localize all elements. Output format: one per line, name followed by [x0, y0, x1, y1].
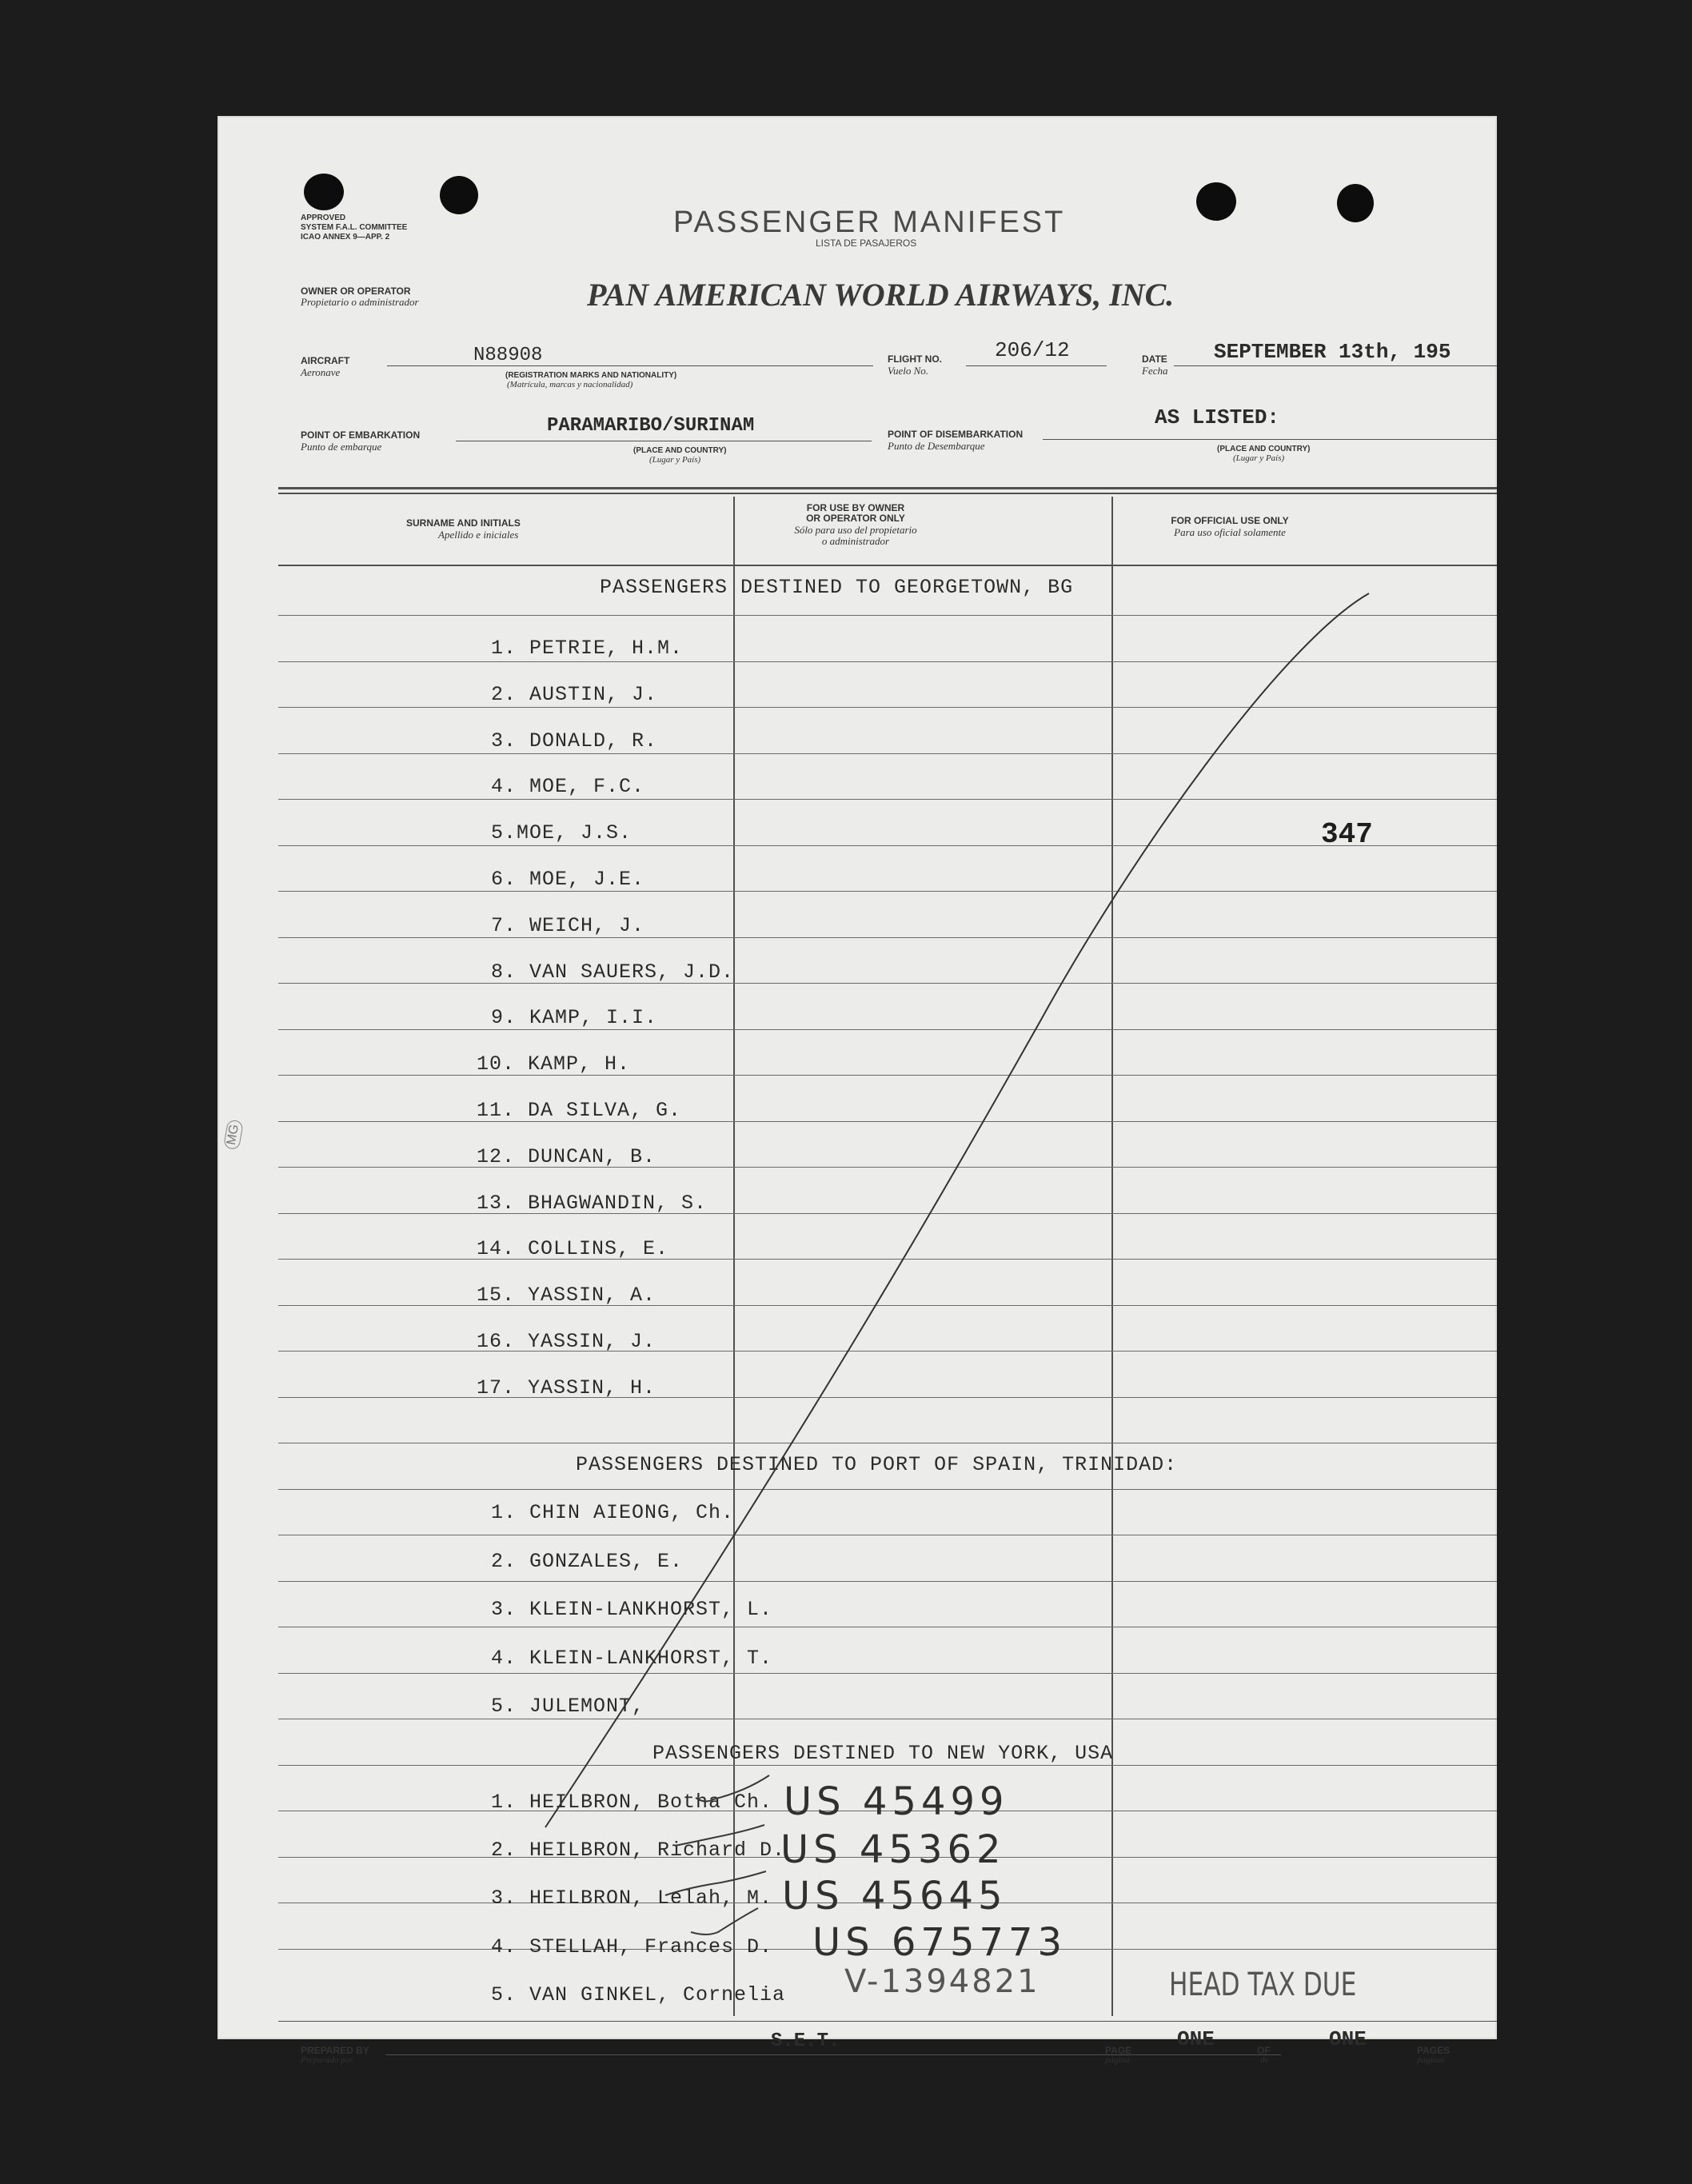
- check-mark: [691, 1908, 758, 1934]
- prepared-label: PREPARED BY: [301, 2045, 369, 2056]
- column-header-owner-es-line: Sólo para uso del propietario: [794, 524, 917, 536]
- prepared-label-es: Preparado por: [301, 2055, 353, 2065]
- registration-note: (REGISTRATION MARKS AND NATIONALITY): [505, 371, 677, 380]
- disembarkation-label: POINT OF DISEMBARKATION: [888, 429, 1024, 440]
- handwritten-note: US 675773: [812, 1920, 1067, 1965]
- passenger-row: 3. KLEIN-LANKHORST, L.: [491, 1598, 773, 1621]
- pages-label-es: páginas: [1417, 2055, 1445, 2065]
- passenger-row: 5. VAN GINKEL, Cornelia: [491, 1983, 786, 2006]
- aircraft-label: AIRCRAFT: [301, 355, 350, 366]
- page-label: PAGE: [1105, 2045, 1132, 2056]
- page-label-es: página: [1105, 2055, 1130, 2065]
- passenger-row: 11. DA SILVA, G.: [477, 1099, 682, 1122]
- section-heading-georgetown: PASSENGERS DESTINED TO GEORGETOWN, BG: [600, 576, 1074, 599]
- approval-line: APPROVED: [301, 214, 346, 222]
- pages-label: PAGES: [1417, 2045, 1451, 2056]
- page-title: PASSENGER MANIFEST: [673, 206, 1066, 239]
- page-value: ONE: [1177, 2027, 1215, 2051]
- head-tax-stamp: HEAD TAX DUE: [1169, 1966, 1357, 2003]
- column-header-name: SURNAME AND INITIALS: [406, 517, 521, 529]
- prepared-line: [385, 2054, 1281, 2055]
- handwritten-note: US 45362: [780, 1827, 1006, 1872]
- flight-value: 206/12: [995, 338, 1070, 362]
- passenger-row: 5.MOE, J.S.: [491, 821, 633, 844]
- check-mark: [696, 1775, 769, 1802]
- disembarkation-place-note: (PLACE AND COUNTRY): [1217, 445, 1311, 453]
- margin-mark: MG: [223, 1120, 244, 1151]
- owner-label: OWNER OR OPERATOR: [301, 285, 411, 297]
- check-mark: [665, 1871, 766, 1895]
- section-heading-new-york: PASSENGERS DESTINED TO NEW YORK, USA: [652, 1742, 1114, 1765]
- column-header-owner-line: OR OPERATOR ONLY: [806, 513, 905, 524]
- manifest-sheet: [217, 116, 1497, 2065]
- column-header-official-es: Para uso oficial solamente: [1174, 526, 1286, 538]
- disembarkation-label-es: Punto de Desembarque: [888, 440, 985, 452]
- flight-label-es: Vuelo No.: [888, 365, 929, 377]
- passenger-row: 2. GONZALES, E.: [491, 1550, 684, 1573]
- passenger-row: 8. VAN SAUERS, J.D.: [491, 960, 735, 984]
- passenger-row: 4. STELLAH, Frances D.: [491, 1935, 773, 1958]
- embarkation-label: POINT OF EMBARKATION: [301, 429, 421, 441]
- handwritten-note: US 45645: [782, 1874, 1008, 1918]
- passenger-row: 15. YASSIN, A.: [477, 1284, 656, 1307]
- official-number: 347: [1321, 818, 1373, 851]
- passenger-row: 2. AUSTIN, J.: [491, 683, 658, 706]
- aircraft-value: N88908: [473, 345, 543, 366]
- footer-rule: [278, 2021, 1497, 2022]
- passenger-row: 6. MOE, J.E.: [491, 868, 645, 891]
- embarkation-value: PARAMARIBO/SURINAM: [547, 415, 755, 437]
- section-heading-port-of-spain: PASSENGERS DESTINED TO PORT OF SPAIN, TRINIDAD:: [576, 1453, 1178, 1476]
- passenger-row: 17. YASSIN, H.: [477, 1376, 656, 1399]
- disembarkation-value: AS LISTED:: [1155, 405, 1280, 429]
- date-label: DATE: [1142, 353, 1167, 365]
- passenger-row: 12. DUNCAN, B.: [477, 1145, 656, 1168]
- passenger-row: 3. HEILBRON, Lelah, M.: [491, 1887, 773, 1910]
- passenger-row: 2. HEILBRON, Richard D.: [491, 1839, 786, 1862]
- check-mark: [675, 1825, 764, 1846]
- passenger-row: 9. KAMP, I.I.: [491, 1006, 658, 1029]
- passenger-row: 1. HEILBRON, Botha Ch.: [491, 1791, 773, 1814]
- passenger-row: 5. JULEMONT,: [491, 1695, 645, 1718]
- date-label-es: Fecha: [1142, 365, 1168, 377]
- approval-line: ICAO ANNEX 9—APP. 2: [301, 233, 390, 242]
- aircraft-label-es: Aeronave: [301, 366, 341, 378]
- flight-label: FLIGHT NO.: [888, 353, 942, 365]
- passenger-row: 10. KAMP, H.: [477, 1052, 631, 1076]
- embarkation-label-es: Punto de embarque: [301, 441, 382, 453]
- passenger-row: 1. CHIN AIEONG, Ch.: [491, 1501, 735, 1524]
- diagonal-pen-line: [545, 593, 1369, 1827]
- page-title-es: LISTA DE PASAJEROS: [816, 238, 917, 249]
- owner-name: PAN AMERICAN WORLD AIRWAYS, INC.: [587, 277, 1175, 313]
- column-header-official: FOR OFFICIAL USE ONLY: [1171, 515, 1289, 526]
- passenger-row: 16. YASSIN, J.: [477, 1330, 656, 1353]
- handwritten-note: V-1394821: [844, 1963, 1040, 2000]
- passenger-row: 14. COLLINS, E.: [477, 1237, 669, 1260]
- pages-value: ONE: [1329, 2027, 1367, 2051]
- passenger-row: 7. WEICH, J.: [491, 914, 645, 937]
- of-label-es: de: [1260, 2055, 1269, 2065]
- passenger-row: 13. BHAGWANDIN, S.: [477, 1192, 708, 1215]
- passenger-row: 3. DONALD, R.: [491, 729, 658, 753]
- passenger-row: 4. KLEIN-LANKHORST, T.: [491, 1647, 773, 1670]
- passenger-row: 1. PETRIE, H.M.: [491, 637, 684, 660]
- cancellation-stroke: [217, 116, 1497, 2039]
- embarkation-place-note-es: (Lugar y País): [649, 455, 701, 465]
- disembarkation-place-note-es: (Lugar y País): [1233, 453, 1285, 463]
- handwritten-note: US 45499: [784, 1779, 1009, 1824]
- column-header-name-es: Apellido e iniciales: [438, 529, 519, 541]
- column-header-owner-line: FOR USE BY OWNER: [806, 502, 905, 513]
- of-label: OF: [1257, 2045, 1271, 2056]
- date-value: SEPTEMBER 13th, 195: [1214, 340, 1451, 364]
- prepared-value: S.E.T.: [771, 2030, 840, 2052]
- owner-label-es: Propietario o administrador: [301, 296, 419, 308]
- embarkation-place-note: (PLACE AND COUNTRY): [633, 446, 727, 455]
- passenger-row: 4. MOE, F.C.: [491, 775, 645, 798]
- registration-note-es: (Matrícula, marcas y nacionalidad): [507, 380, 633, 389]
- approval-line: SYSTEM F.A.L. COMMITTEE: [301, 223, 408, 232]
- column-header-owner-es-line: o administrador: [821, 535, 890, 547]
